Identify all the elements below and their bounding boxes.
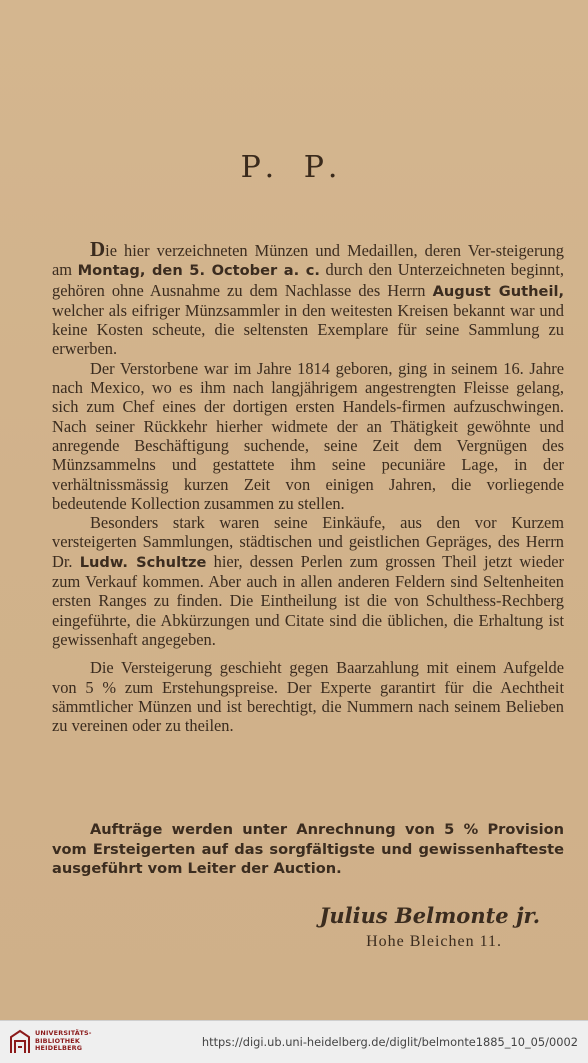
paragraph-intro <box>52 237 565 359</box>
document-body <box>52 237 565 736</box>
library-logo-text <box>35 1030 92 1053</box>
drop-cap: D <box>90 237 106 261</box>
paragraph-collection <box>52 513 564 649</box>
collector-name: August Gutheil, <box>432 282 564 300</box>
paragraph-biography: Der Verstorbene war im Jahre 1814 geboren, ging in seinem 16. Jahre nach Mexico, wo es ihm nach langjährigem angestrengten Fleisse gelang, sich zum Chef eines der dortigen ersten Handels-firmen aufzuschwingen. Nach seiner Rückkehr hierher widmete der an Thätigkeit gewöhnte und anregende Beschäftigung suchende, seine Zeit dem Vergnügen des Münzsammelns und gestattete ihm seine pecuniäre Lage, in der verhältnissmässig kurzen Zeit von einigen Jahren, die vorliegende bedeutende Kollection zusammen zu stellen. <box>52 358 564 513</box>
paragraph-collection-text-2: hier, dessen Perlen zum grossen Theil jetzt wieder zum Verkauf kommen. Aber auch in allen anderen Feldern sind Seltenheiten ersten Ranges zu finden. Die Eintheilung ist die von Schulthess-Rechberg eingeführte, die Abkürzungen und Citate sind die üblichen, die Erhaltung ist gewissenhaft angegeben. <box>52 551 564 649</box>
logo-line-2: BIBLIOTHEK <box>35 1036 81 1045</box>
paragraph-intro-text-1: ie hier verzeichneten Münzen und Medaillen, deren Ver-steigerung am <box>52 241 564 280</box>
paragraph-collection-text-1: Besonders stark waren seine Einkäufe, aus den vor Kurzem versteigerten Sammlungen, städtischen und geistlichen Gepräges, des Herrn Dr. <box>52 513 564 571</box>
document-heading: P. P. <box>240 150 348 185</box>
viewer-footer <box>0 1020 588 1063</box>
paragraph-intro-text-2: durch den Unterzeichneten beginnt, gehören ohne Ausnahme zu dem Nachlasse des Herrn <box>52 260 565 300</box>
logo-line-3: HEIDELBERG <box>35 1044 83 1053</box>
signature: Julius Belmonte jr. <box>319 903 540 928</box>
commission-notice: Aufträge werden unter Anrechnung von 5 % Provision vom Ersteigerten auf das sorgfältigste und gewissenhafteste ausgeführt vom Leiter der Auction. <box>52 821 564 877</box>
address: Hohe Bleichen 11. <box>366 933 502 950</box>
library-seal-icon <box>8 1029 32 1055</box>
previous-collector-name: Ludw. Schultze <box>79 553 207 571</box>
permalink-url[interactable]: https://digi.ub.uni-heidelberg.de/diglit/belmonte1885_10_05/0002 <box>201 1035 578 1049</box>
logo-line-1: UNIVERSITÄTS- <box>35 1029 92 1037</box>
auction-date: Montag, den 5. October a. c. <box>77 262 320 280</box>
paragraph-intro-text-3: welcher als eifriger Münzsammler in den weitesten Kreisen bekannt war und keine Kosten scheute, die seltensten Exemplare für seine Sammlung zu erwerben. <box>52 300 564 359</box>
paragraph-terms: Die Versteigerung geschieht gegen Baarzahlung mit einem Aufgelde von 5 % zum Erstehungspreise. Der Experte garantirt für die Aechtheit sämmtlicher Münzen und ist berechtigt, die Nummern nach seinem Belieben zu vereinen oder zu theilen. <box>52 658 564 736</box>
